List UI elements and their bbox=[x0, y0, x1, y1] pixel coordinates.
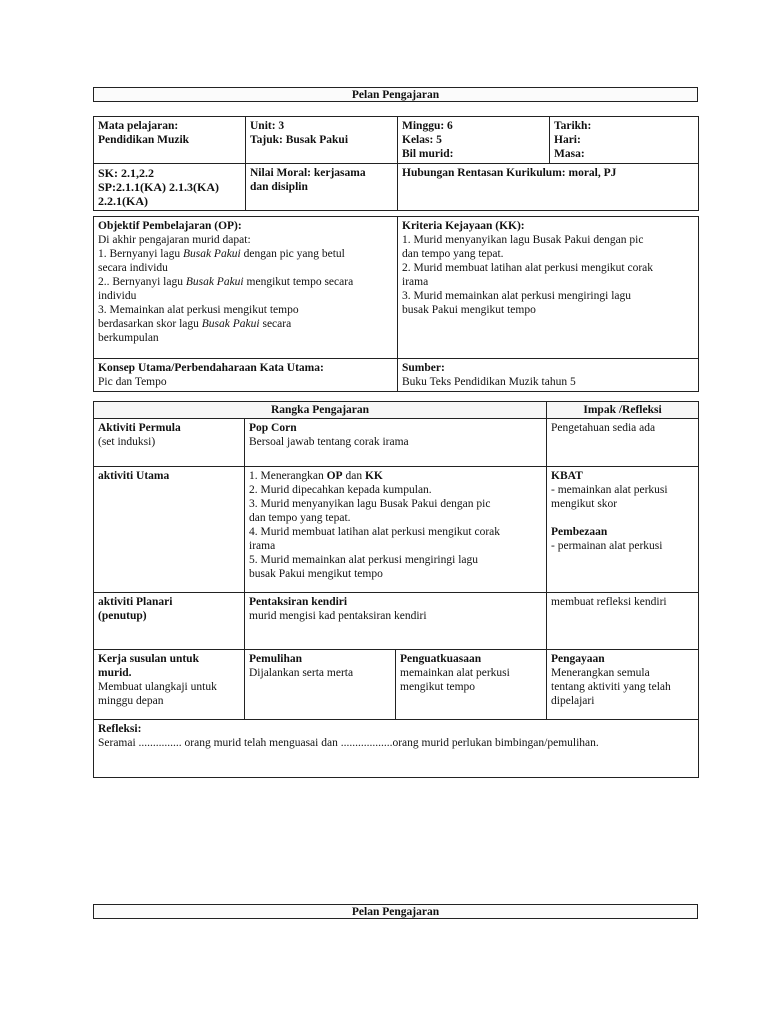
kk-line: irama bbox=[402, 276, 429, 288]
subject-value: Pendidikan Muzik bbox=[98, 134, 190, 146]
activity-main-step: 3. Murid menyanyikan lagu Busak Pakui dengan pic bbox=[249, 498, 491, 510]
resources-value: Buku Teks Pendidikan Muzik tahun 5 bbox=[402, 376, 576, 388]
cross-curriculum-label: Hubungan Rentasan Kurikulum: moral, PJ bbox=[402, 167, 617, 179]
activity-start-label-cell bbox=[94, 419, 245, 467]
enrichment-line: dipelajari bbox=[551, 695, 595, 707]
week-cell bbox=[398, 117, 550, 164]
follow-up-line: minggu depan bbox=[98, 695, 164, 707]
next-page-title: Pelan Pengajaran bbox=[93, 904, 698, 919]
self-assessment-desc: murid mengisi kad pentaksiran kendiri bbox=[249, 610, 427, 622]
activity-closing-impact-cell bbox=[547, 593, 699, 650]
op-item-2-cont: individu bbox=[98, 290, 137, 302]
kbat-line: - memainkan alat perkusi bbox=[551, 484, 668, 496]
remedial-title: Pemulihan bbox=[249, 653, 303, 665]
activity-start-sub: (set induksi) bbox=[98, 436, 156, 448]
activity-closing-title: aktiviti Planari bbox=[98, 596, 173, 608]
reflection-title: Refleksi: bbox=[98, 723, 142, 735]
enrichment-title: Pengayaan bbox=[551, 653, 605, 665]
key-concept-cell bbox=[94, 359, 398, 392]
op-item-3-cont: berdasarkan skor lagu Busak Pakui secara bbox=[98, 318, 292, 330]
moral-value-cell bbox=[246, 164, 398, 211]
remedial-cell bbox=[245, 650, 396, 720]
follow-up-title: Kerja susulan untuk bbox=[98, 653, 199, 665]
op-item-1: 1. Bernyanyi lagu Busak Pakui dengan pic yang betul bbox=[98, 248, 345, 260]
subject-cell bbox=[94, 117, 246, 164]
sp-line: SP:2.1.1(KA) 2.1.3(KA) bbox=[98, 180, 219, 194]
resources-title: Sumber: bbox=[402, 362, 445, 374]
kbat-title: KBAT bbox=[551, 470, 583, 482]
class-label: Kelas: 5 bbox=[402, 134, 442, 146]
success-criteria-cell bbox=[398, 217, 699, 359]
activity-start-content-cell bbox=[245, 419, 547, 467]
activity-main-content-cell bbox=[245, 467, 547, 593]
differentiation-value: - permainan alat perkusi bbox=[551, 540, 663, 552]
week-label: Minggu: 6 bbox=[402, 120, 453, 132]
activity-closing-label-cell bbox=[94, 593, 245, 650]
learning-objectives-cell bbox=[94, 217, 398, 359]
date-label: Tarikh: bbox=[554, 120, 592, 132]
enrichment-cell bbox=[547, 650, 699, 720]
activity-main-step: busak Pakui mengikut tempo bbox=[249, 568, 383, 580]
spacer bbox=[551, 511, 694, 525]
enrichment-line: tentang aktiviti yang telah bbox=[551, 681, 671, 693]
activity-closing-content-cell bbox=[245, 593, 547, 650]
reinforcement-line: mengikut tempo bbox=[400, 681, 476, 693]
kk-title: Kriteria Kejayaan (KK): bbox=[402, 220, 525, 232]
reinforcement-line: memainkan alat perkusi bbox=[400, 667, 510, 679]
activity-main-step: dan tempo yang tepat. bbox=[249, 512, 351, 524]
subject-label: Mata pelajaran: bbox=[98, 120, 179, 132]
activity-start-impact-cell bbox=[547, 419, 699, 467]
remedial-value: Dijalankan serta merta bbox=[249, 667, 354, 679]
column-header-rangka: Rangka Pengajaran bbox=[94, 402, 547, 419]
sp-line-cont: 2.2.1(KA) bbox=[98, 194, 148, 208]
op-intro: Di akhir pengajaran murid dapat: bbox=[98, 234, 251, 246]
follow-up-title-cont: murid. bbox=[98, 667, 132, 679]
date-cell bbox=[550, 117, 699, 164]
sk-line: SK: 2.1,2.2 bbox=[98, 166, 155, 180]
reflection-value: Seramai ............... orang murid telah menguasai dan ..................orang murid perlukan bimbingan/pemulihan. bbox=[98, 737, 599, 749]
op-item-2: 2.. Bernyanyi lagu Busak Pakui mengikut tempo secara bbox=[98, 276, 354, 288]
activity-main-title: aktiviti Utama bbox=[98, 470, 170, 482]
activity-main-step: 5. Murid memainkan alat perkusi mengiringi lagu bbox=[249, 554, 478, 566]
student-count-label: Bil murid: bbox=[402, 148, 454, 160]
key-concept-title: Konsep Utama/Perbendaharaan Kata Utama: bbox=[98, 362, 324, 374]
cross-curriculum-cell bbox=[398, 164, 699, 211]
activity-start-title: Aktiviti Permula bbox=[98, 422, 181, 434]
time-label: Masa: bbox=[554, 148, 585, 160]
resources-cell bbox=[398, 359, 699, 392]
follow-up-cell bbox=[94, 650, 245, 720]
op-item-3-end: berkumpulan bbox=[98, 332, 159, 344]
kbat-line: mengikut skor bbox=[551, 498, 618, 510]
kk-line: dan tempo yang tepat. bbox=[402, 248, 504, 260]
kk-line: busak Pakui mengikut tempo bbox=[402, 304, 536, 316]
lesson-info-table bbox=[93, 116, 698, 211]
op-item-3: 3. Memainkan alat perkusi mengikut tempo bbox=[98, 304, 299, 316]
kk-line: 2. Murid membuat latihan alat perkusi mengikut corak bbox=[402, 262, 654, 274]
moral-value-line-cont: dan disiplin bbox=[250, 181, 308, 193]
enrichment-line: Menerangkan semula bbox=[551, 667, 650, 679]
activity-main-step-1: 1. Menerangkan OP dan KK bbox=[249, 470, 383, 482]
activity-main-step: irama bbox=[249, 540, 276, 552]
activity-start-name: Pop Corn bbox=[249, 422, 297, 434]
activity-main-step: 4. Murid membuat latihan alat perkusi mengikut corak bbox=[249, 526, 501, 538]
objectives-table bbox=[93, 216, 698, 392]
activity-start-impact: Pengetahuan sedia ada bbox=[551, 422, 656, 434]
activity-closing-impact: membuat refleksi kendiri bbox=[551, 596, 667, 608]
unit-cell bbox=[246, 117, 398, 164]
column-header-impak: Impak /Refleksi bbox=[547, 402, 699, 419]
page-title: Pelan Pengajaran bbox=[93, 87, 698, 102]
kk-line: 1. Murid menyanyikan lagu Busak Pakui dengan pic bbox=[402, 234, 644, 246]
op-title: Objektif Pembelajaran (OP): bbox=[98, 220, 242, 232]
unit-label: Unit: 3 bbox=[250, 120, 285, 132]
follow-up-line: Membuat ulangkaji untuk bbox=[98, 681, 217, 693]
moral-value-line: Nilai Moral: kerjasama bbox=[250, 167, 366, 179]
kk-line: 3. Murid memainkan alat perkusi mengiringi lagu bbox=[402, 290, 631, 302]
reinforcement-title: Penguatkuasaan bbox=[400, 653, 482, 665]
activity-start-desc: Bersoal jawab tentang corak irama bbox=[249, 436, 409, 448]
self-assessment-title: Pentaksiran kendiri bbox=[249, 596, 348, 608]
day-label: Hari: bbox=[554, 134, 581, 146]
reflection-cell bbox=[94, 720, 699, 778]
topic-label: Tajuk: Busak Pakui bbox=[250, 134, 349, 146]
op-item-1-cont: secara individu bbox=[98, 262, 168, 274]
key-concept-value: Pic dan Tempo bbox=[98, 376, 167, 388]
standard-cell bbox=[94, 164, 246, 211]
activity-main-label-cell bbox=[94, 467, 245, 593]
reinforcement-cell bbox=[396, 650, 547, 720]
activity-main-step: 2. Murid dipecahkan kepada kumpulan. bbox=[249, 484, 432, 496]
lesson-plan-table bbox=[93, 401, 698, 778]
activity-main-impact-cell bbox=[547, 467, 699, 593]
differentiation-title: Pembezaan bbox=[551, 526, 608, 538]
activity-closing-sub: (penutup) bbox=[98, 610, 147, 622]
